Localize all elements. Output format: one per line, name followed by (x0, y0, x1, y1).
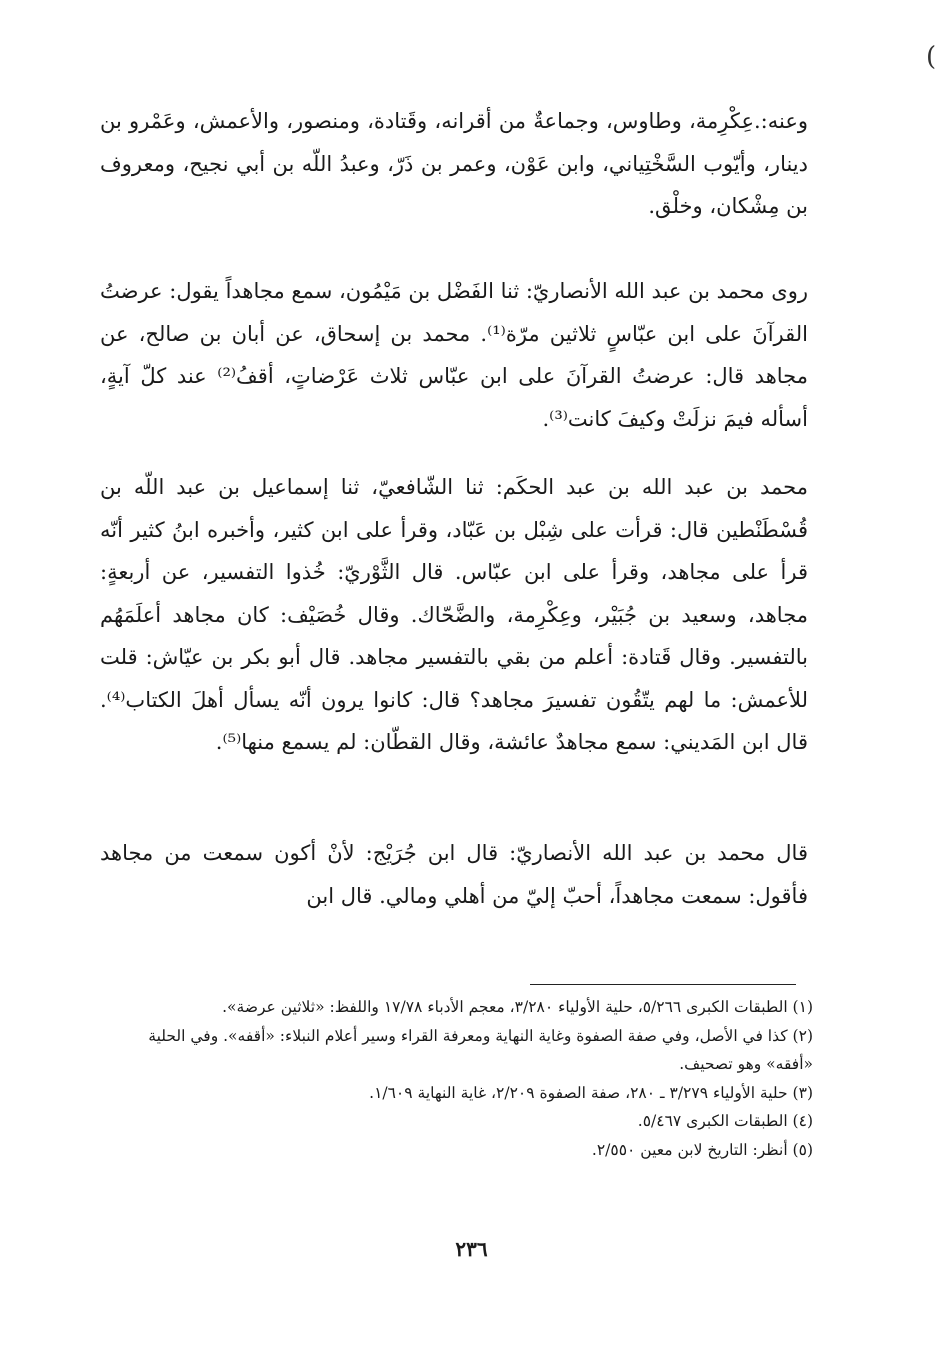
margin-mark: ( (926, 42, 937, 72)
footnote-3: (٣) حلية الأولياء ٣/٢٧٩ ـ ٢٨٠، صفة الصفوة ٢/٢٠٩، غاية النهاية ١/٦٠٩. (369, 1083, 813, 1102)
footnote-divider (530, 984, 796, 985)
footnote-2: (٢) كذا في الأصل، وفي صفة الصفوة وغاية النهاية ومعرفة القراء وسير أعلام النبلاء: «أقفه». وفي الحلية «أفقه» وهو تصحيف. (148, 1026, 813, 1073)
footnote-5: (٥) أنظر: التاريخ لابن معين ٢/٥٥٠. (591, 1140, 813, 1159)
paragraph-2 (100, 270, 808, 440)
paragraph-3 (100, 466, 808, 764)
paragraph-1 (100, 100, 808, 228)
footnotes-list (105, 993, 813, 1164)
footnote-1: (١) الطبقات الكبرى ٥/٢٦٦، حلية الأولياء ٣/٢٨٠، معجم الأدباء ١٧/٧٨ واللفظ: «ثلاثين عرضة». (222, 998, 813, 1016)
paragraph-4 (100, 832, 808, 917)
paragraph-text: وعنه:.عِكْرِمة، وطاوس، وجماعةٌ من أقرانه، وقَتادة، ومنصور، والأعمش، وعَمْرو بن دينار، وأيّوب السَّخْتِياني، وابن عَوْن، وعمر بن ذَرّ، وعبدُ اللّه بن أبي نجيح، ومعروف بن مِشْكان، وخلْق. (100, 109, 808, 218)
paragraph-text: قال محمد بن عبد الله الأنصاريّ: قال ابن جُرَيْج: لأنْ أكون سمعت من مجاهد فأقول: سمعت مجاهداً، أحبّ إليّ من أهلي ومالي. قال ابن (100, 841, 808, 908)
paragraph-text: محمد بن عبد الله بن عبد الحكَم: ثنا الشّافعيّ، ثنا إسماعيل بن عبد اللّه بن قُسْطَنْطين قال: قرأت على شِبْل بن عَبّاد، وقرأ على ابن كثير، وأخبره ابنُ كثير أنّه قرأ على مجاهد، وقرأ على ابن عبّاس. قال الثَّوْريّ: خُذوا التفسير، عن أربعةٍ: مجاهد، وسعيد بن جُبَيْر، وعِكْرِمة، والضَّحّاك. وقال خُصَيْف: كان مجاهد أعلَمَهُم بالتفسير. وقال قَتادة: أعلم من بقي بالتفسير مجاهد. قال أبو بكر بن عيّاش: قلت للأعمش: ما لهم يتّقُون تفسيرَ مجاهد؟ قال: كانوا يرون أنّه يسأل أهلَ الكتاب⁽⁴⁾. قال ابن المَديني: سمع مجاهدٌ عائشة، وقال القطّان: لم يسمع منها⁽⁵⁾. (100, 475, 808, 754)
page-number: ٢٣٦ (455, 1237, 488, 1261)
paragraph-text: روى محمد بن عبد الله الأنصاريّ: ثنا الفَضْل بن مَيْمُون، سمع مجاهداً يقول: عرضتُ القرآنَ على ابن عبّاسٍ ثلاثين مرّة⁽¹⁾. محمد بن إسحاق، عن أبان بن صالح، عن مجاهد قال: عرضتُ القرآنَ على ابن عبّاس ثلاث عَرْضاتٍ، أقفُ⁽²⁾ عند كلّ آيةٍ، أسأله فيمَ نزلَتْ وكيفَ كانت⁽³⁾. (100, 279, 808, 431)
footnote-4: (٤) الطبقات الكبرى ٥/٤٦٧. (637, 1112, 813, 1130)
